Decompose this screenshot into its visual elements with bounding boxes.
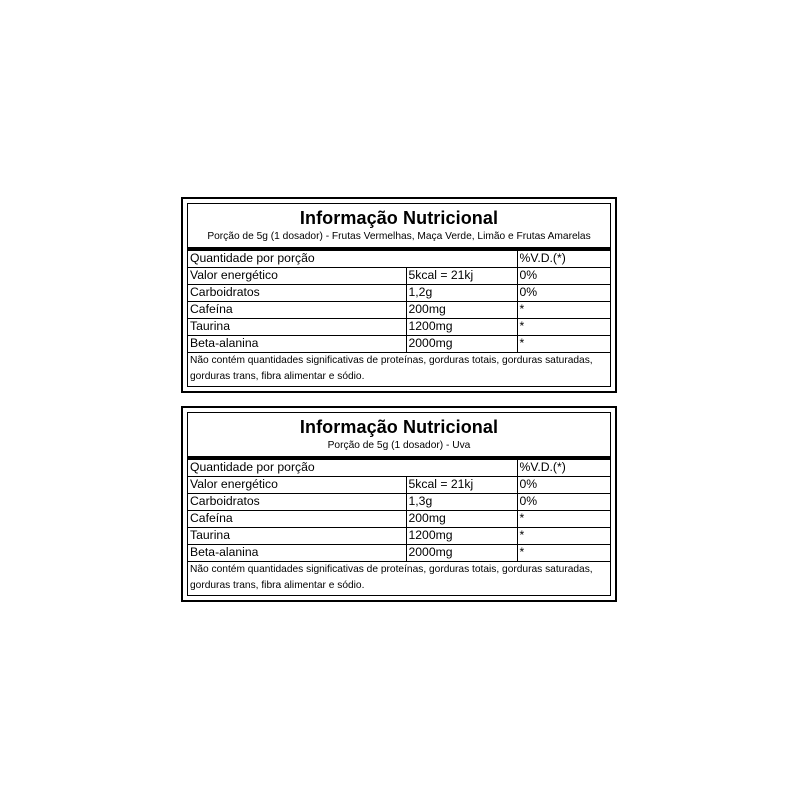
- footnote: Não contém quantidades significativas de proteínas, gorduras totais, gorduras saturadas, gorduras trans, fibra alimentar e sódio.: [190, 564, 593, 591]
- row-value: 1,2g: [406, 285, 517, 302]
- portion-text: Porção de 5g (1 dosador) - Uva: [327, 440, 471, 451]
- nutrition-label-1: [181, 197, 617, 393]
- header-value: [406, 460, 517, 477]
- row-item: Beta-alanina: [188, 336, 406, 353]
- row-value: 5kcal = 21kj: [406, 268, 517, 285]
- row-value: 5kcal = 21kj: [406, 477, 517, 494]
- row-item: Cafeína: [188, 511, 406, 528]
- header-dv: %V.D.(*): [517, 460, 610, 477]
- row-value: 1200mg: [406, 319, 517, 336]
- label-title: Informação Nutricional: [299, 208, 499, 228]
- nutrition-label-frame: [187, 203, 611, 387]
- table-header-row: [188, 251, 610, 268]
- row-dv: 0%: [517, 285, 610, 302]
- row-value: 200mg: [406, 511, 517, 528]
- row-dv: *: [517, 319, 610, 336]
- table-row: [188, 511, 610, 528]
- row-value: 2000mg: [406, 545, 517, 562]
- row-item: Beta-alanina: [188, 545, 406, 562]
- table-row: [188, 319, 610, 336]
- row-dv: 0%: [517, 494, 610, 511]
- label-title: Informação Nutricional: [299, 417, 499, 437]
- row-value: 2000mg: [406, 336, 517, 353]
- row-value: 1,3g: [406, 494, 517, 511]
- table-row: [188, 302, 610, 319]
- table-row: [188, 268, 610, 285]
- nutrition-label-2: [181, 406, 617, 602]
- row-dv: *: [517, 511, 610, 528]
- table-row: [188, 494, 610, 511]
- table-row: [188, 285, 610, 302]
- row-item: Carboidratos: [188, 494, 406, 511]
- table-row: [188, 545, 610, 562]
- table-header-row: [188, 460, 610, 477]
- row-value: 200mg: [406, 302, 517, 319]
- row-item: Valor energético: [188, 477, 406, 494]
- header-value: [406, 251, 517, 268]
- row-dv: *: [517, 545, 610, 562]
- row-item: Taurina: [188, 528, 406, 545]
- header-item: Quantidade por porção: [188, 460, 406, 477]
- row-dv: *: [517, 302, 610, 319]
- row-dv: *: [517, 336, 610, 353]
- row-value: 1200mg: [406, 528, 517, 545]
- row-item: Valor energético: [188, 268, 406, 285]
- row-item: Taurina: [188, 319, 406, 336]
- nutrition-table: [188, 251, 610, 353]
- table-row: [188, 528, 610, 545]
- footnote: Não contém quantidades significativas de proteínas, gorduras totais, gorduras saturadas, gorduras trans, fibra alimentar e sódio.: [190, 355, 593, 382]
- table-row: [188, 336, 610, 353]
- row-item: Cafeína: [188, 302, 406, 319]
- row-dv: 0%: [517, 268, 610, 285]
- nutrition-label-frame: [187, 412, 611, 596]
- nutrition-table: [188, 460, 610, 562]
- header-item: Quantidade por porção: [188, 251, 406, 268]
- row-dv: *: [517, 528, 610, 545]
- table-row: [188, 477, 610, 494]
- row-item: Carboidratos: [188, 285, 406, 302]
- portion-text: Porção de 5g (1 dosador) - Frutas Vermelhas, Maça Verde, Limão e Frutas Amarelas: [207, 231, 591, 242]
- header-dv: %V.D.(*): [517, 251, 610, 268]
- row-dv: 0%: [517, 477, 610, 494]
